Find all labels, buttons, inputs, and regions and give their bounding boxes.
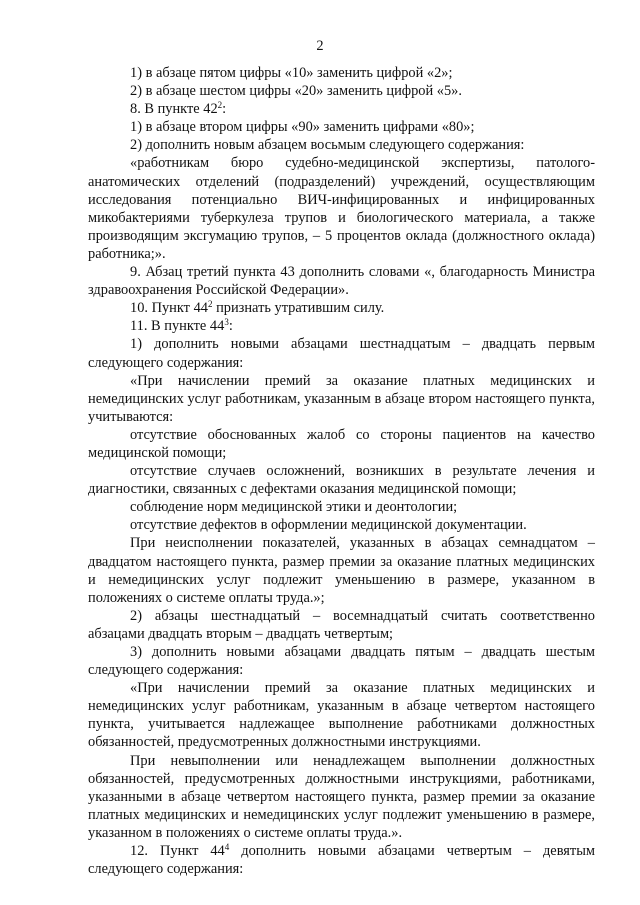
paragraph [88,842,595,878]
paragraph: отсутствие обоснованных жалоб со стороны пациентов на качество медицинской помощи; [88,426,595,461]
paragraph-text: : [228,318,233,335]
page-number: 2 [316,38,324,54]
paragraph-text: 10. Пункт 44 [130,300,208,317]
paragraph: отсутствие случаев осложнений, возникших в результате лечения и диагностики, связанных с дефектами оказания медицинской помощи; [88,463,595,498]
paragraph [88,317,595,335]
document-body [88,64,595,878]
paragraph [88,100,595,118]
paragraph: При невыполнении или ненадлежащем выполнении должностных обязанностей, предусмотренных должностными инструкциями, работниками, указанными в абзаце четвертом настоящего пункта, размер премии за оказание платных медицинских и немедицинских услуг подлежит уменьшению в размере, указанном в положениях о системе оплаты труда.». [88,752,595,841]
paragraph: «работникам бюро судебно-медицинской экспертизы, патолого-анатомических отделений (подразделений) учреждений, осуществляющим исследования потенциально ВИЧ-инфицированных и инфицированных микобактериями туберкулеза трупов и биологического материала, а также производящим эксгумацию трупов, – 5 процентов оклада (должностного оклада) работника;». [88,155,595,262]
paragraph-text: дополнить новыми абзацами четвертым – девятым следующего содержания: [88,843,595,878]
paragraph: 1) в абзаце пятом цифры «10» заменить цифрой «2»; [130,65,453,81]
superscript: 2 [207,299,213,310]
paragraph: 9. Абзац третий пункта 43 дополнить словами «, благодарность Министра здравоохранения Российской Федерации». [88,264,595,299]
paragraph-text: признать утратившим силу. [212,300,385,317]
paragraph: 2) абзацы шестнадцатый – восемнадцатый считать соответственно абзацами двадцать вторым – двадцать четвертым; [88,607,595,642]
paragraph: 3) дополнить новыми абзацами двадцать пятым – двадцать шестым следующего содержания: [88,644,595,679]
paragraph: «При начислении премий за оказание платных медицинских и немедицинских услуг работникам, указанным в абзаце четвертом настоящего пункта, учитывается надлежащее выполнение работниками должностных обязанностей, предусмотренных должностными инструкциями. [88,680,595,751]
paragraph: 2) дополнить новым абзацем восьмым следующего содержания: [130,137,525,154]
paragraph-text: : [222,101,227,118]
paragraph: 1) дополнить новыми абзацами шестнадцатым – двадцать первым следующего содержания: [88,336,595,371]
paragraph-text: 12. Пункт 44 [130,843,225,860]
paragraph: 1) в абзаце втором цифры «90» заменить цифрами «80»; [130,119,475,136]
paragraph-text: 11. В пункте 44 [130,318,225,335]
paragraph: При неисполнении показателей, указанных в абзацах семнадцатом – двадцатом настоящего пункта, размер премии за оказание платных медицинских и немедицинских услуг подлежит уменьшению в размере, указанном в положениях о системе оплаты труда.»; [88,535,595,606]
paragraph: «При начислении премий за оказание платных медицинских и немедицинских услуг работникам, указанным в абзаце втором настоящего пункта, учитываются: [88,372,595,425]
paragraph-text: 8. В пункте 42 [130,101,218,118]
superscript: 3 [224,317,229,328]
paragraph: отсутствие дефектов в оформлении медицинской документации. [130,517,527,534]
superscript: 2 [217,100,223,111]
superscript: 4 [224,842,230,853]
paragraph [88,299,595,317]
paragraph: 2) в абзаце шестом цифры «20» заменить цифрой «5». [130,83,462,100]
paragraph: соблюдение норм медицинской этики и деонтологии; [130,499,458,516]
